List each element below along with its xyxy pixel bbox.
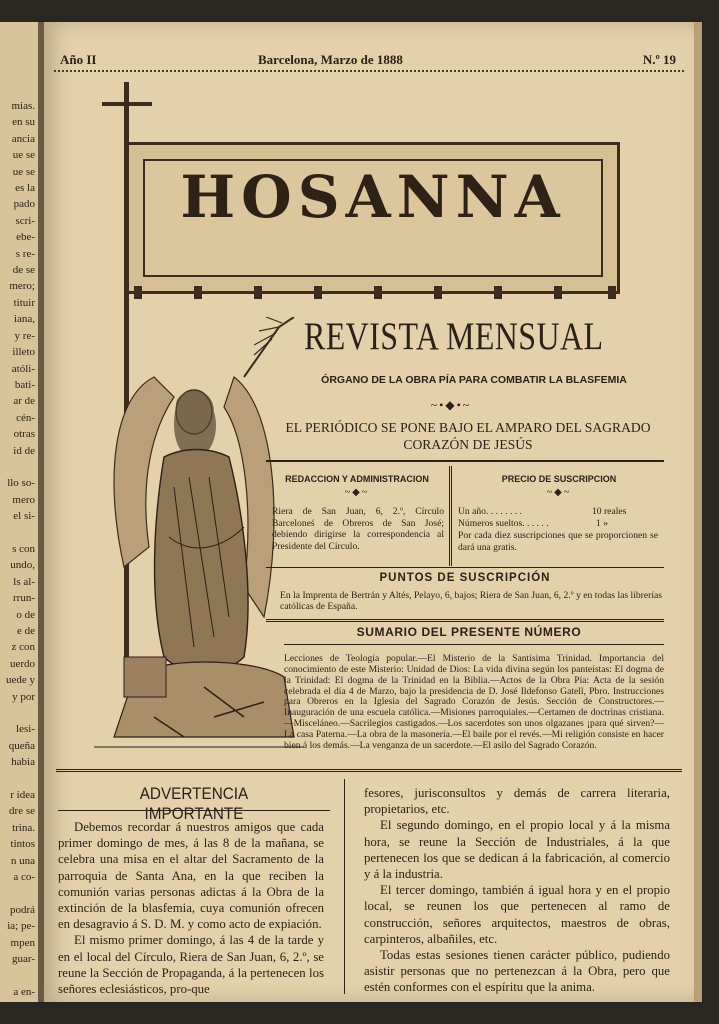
masthead-subtitle: REVISTA MENSUAL (304, 315, 604, 358)
sumario-heading: SUMARIO DEL PRESENTE NÚMERO (356, 625, 582, 639)
newspaper-page (44, 22, 694, 1002)
article-column-left (58, 819, 324, 997)
heading-rule (58, 810, 330, 811)
redaccion-text: Riera de San Juan, 6, 2.º, Círculo Barceloneś de Obreros de San José; debiendo dirigirse la correspondencia al Presidente del Círculo. (272, 506, 444, 552)
masthead-banner (126, 142, 620, 294)
tassel (494, 286, 502, 299)
paragraph: Debemos recordar á nuestros amigos que cada primer domingo de mes, á las 8 de la mañana, se celebra una misa en el altar del Sacramento de la parroquia de Santa Ana, en la que reciben la comunión varias personas adictas á la Obra de la extinción de la blasfemia, cuya comunión ofrecen en desagravio á S. D. M. y como acto de expiación. (58, 820, 324, 932)
sumario-text: Lecciones de Teología popular.—El Misterio de la Santísima Trinidad. Importancia del conocimiento de este Misterio: Unidad de Dios: La vida divina según los panteístas: El dogma de la Trinidad: El dogma de la Trinidad en la Biblia.—Actos de la Obra Pía: Acta de la sesión celebrada el día 4 de Marzo, bajo la presidencia de D. José Ildefonso Gatell, Pbro. Instrucciones para Obreros en la Iglesia del Sagrado Corazón de Jesús. Sección de Constructores.—Inauguración de una escuela católica.—Misiones parroquiales.—Certamen de doctrinas cristiana.—Misceláneo.—Sacrilegios castigados.—Los sacerdotes son unos olgazanes ¡para qué sirven?—La casa Paterna.—La obra de la masonería.—El baile por el revés.—Mi religión consiste en hacer bien á los demás.—La venganza de un sacerdote.—El asilo del Sagrado Corazón. (284, 653, 664, 751)
previous-page-text: mias. en su ancia ue se ue se es la pado scri- ebe- s re- de se mero; tituir iana, y re- illeto atóli- bati- ar de cén- otras id de llo so- mero el si- s con undo, ls al- rrun- o de e de z con uerdo uede y y por lesi- queña habia r idea dre se trina. tintos n una a co- podrá ia; pe- mpen guar- a en- (5, 100, 35, 998)
tassel (194, 286, 202, 299)
masthead-title: HOSANNA (180, 163, 566, 231)
masthead-dedication: EL PERIÓDICO SE PONE BAJO EL AMPARO DEL SAGRADO CORAZÓN DE JESÚS (285, 420, 651, 452)
column-divider (449, 466, 452, 566)
section-rule (266, 619, 664, 622)
ornament-divider: ~•◆•~ (430, 398, 472, 412)
precio-row: Números sueltos. . . . . . (458, 518, 549, 529)
previous-page-edge (0, 22, 40, 1002)
tassel (554, 286, 562, 299)
redaccion-heading: REDACCION Y ADMINISTRACION (285, 474, 429, 484)
precio-heading: PRECIO DE SUSCRIPCION (501, 474, 617, 484)
paragraph: El mismo primer domingo, á las 4 de la tarde y en el local del Círculo, Riera de San Juan, 6, 2.º, se reune la Sección de Propaganda, á la pertenecen los señores eclesiásticos, pro-que (58, 933, 324, 997)
paragraph-continuation: fesores, jurisconsultos y demás de carrera literaria, propietarios, etc. (364, 786, 670, 817)
year-label: Año II (60, 52, 97, 67)
page-edge (694, 22, 702, 1002)
section-rule (284, 644, 664, 645)
header-dotted-rule (54, 70, 684, 72)
puntos-heading: PUNTOS DE SUSCRIPCIÓN (379, 572, 551, 584)
place-date: Barcelona, Marzo de 1888 (258, 52, 403, 67)
column-divider (344, 779, 345, 994)
advertencia-heading: ADVERTENCIA IMPORTANTE (139, 784, 249, 823)
tassel (374, 286, 382, 299)
masthead-tagline: ÓRGANO DE LA OBRA PÍA PARA COMBATIR LA BLASFEMIA (321, 374, 627, 386)
ornament-divider: ~◆~ (344, 487, 370, 498)
section-rule (266, 460, 664, 462)
article-divider (56, 769, 682, 772)
precio-row: Un año. . . . . . . . (458, 506, 522, 517)
tassel (254, 286, 262, 299)
puntos-text: En la Imprenta de Bertrán y Altés, Pelayo, 6, bajos; Riera de San Juan, 6, 2.º y en todas las librerías católicas de España. (280, 590, 662, 612)
precio-value: 10 reales (592, 506, 627, 517)
article-column-right (364, 785, 670, 996)
tassel (434, 286, 442, 299)
tassel (314, 286, 322, 299)
banner-tassels (124, 286, 618, 300)
paragraph: El segundo domingo, en el propio local y á la misma hora, se reune la Sección de Industriales, á la que pertenecen los que se dedican á la fabricación, al comercio y á la industria. (364, 818, 670, 882)
precio-value: 1 » (596, 518, 608, 529)
issue-number: N.º 19 (642, 52, 676, 67)
tassel (608, 286, 616, 299)
tassel (134, 286, 142, 299)
paragraph: Todas estas sesiones tienen carácter público, pudiendo asistir personas que no pertenezcan á la Obra, pero que estén conformes con el espíritu que la anima. (364, 948, 670, 995)
paragraph: El tercer domingo, también á igual hora y en el propio local, se reunen los que pertenecen al ramo de construcción, señores arquitectos, maestros de obras, carpinteros, albañiles, etc. (364, 883, 670, 946)
precio-note: Por cada diez suscripciones que se proporcionen se dará una gratis. (458, 530, 658, 553)
section-rule (266, 567, 664, 568)
ornament-divider: ~◆~ (546, 487, 572, 498)
